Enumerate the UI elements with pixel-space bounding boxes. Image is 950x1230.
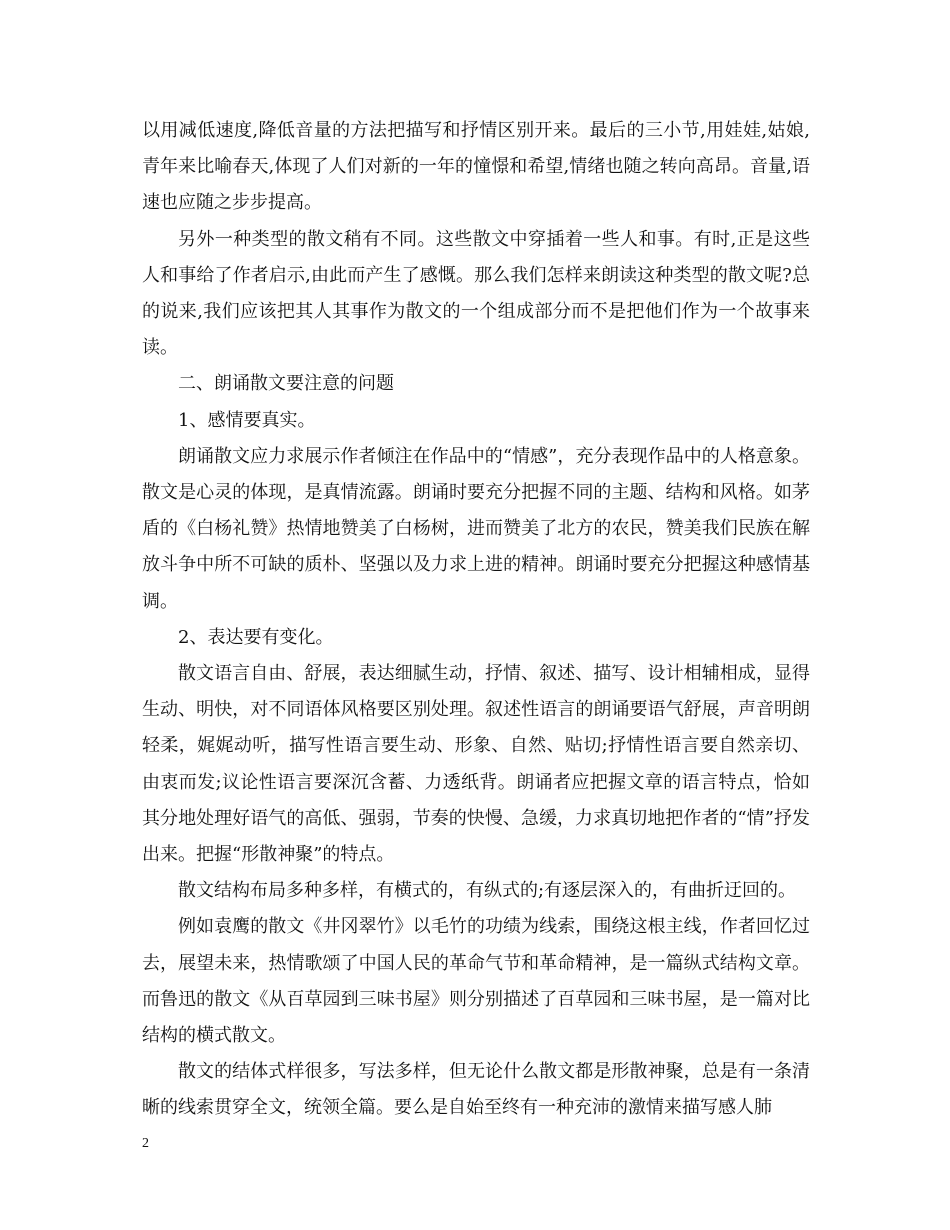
paragraph: 散文语言自由、舒展，表达细腻生动，抒情、叙述、描写、设计相辅相成，显得生动、明快，对不同语体风格要区别处理。叙述性语言的朗诵要语气舒展，声音明朗轻柔，娓娓动听，描写性语言要生动、形象、自然、贴切;抒情性语言要自然亲切、由衷而发;议论性语言要深沉含蓄、力透纸背。朗诵者应把握文章的语言特点，恰如其分地处理好语气的高低、强弱，节奏的快慢、急缓，力求真切地把作者的“情”抒发出来。把握“形散神聚”的特点。 (142, 663, 810, 866)
subsection-heading: 2、表达要有变化。 (178, 626, 334, 648)
page-number: 2 (142, 1136, 149, 1151)
paragraph-continuation: 以用减低速度,降低音量的方法把描写和抒情区别开来。最后的三小节,用娃娃,姑娘,青年来比喻春天,体现了人们对新的一年的憧憬和希望,情绪也随之转向高昂。音量,语速也应随之步步提高。 (142, 120, 810, 214)
body-text (142, 113, 810, 1127)
section-heading: 二、朗诵散文要注意的问题 (178, 373, 394, 395)
paragraph: 另外一种类型的散文稍有不同。这些散文中穿插着一些人和事。有时,正是这些人和事给了作者启示,由此而产生了感慨。那么我们怎样来朗读这种类型的散文呢?总的说来,我们应该把其人其事作为散文的一个组成部分而不是把他们作为一个故事来读。 (142, 228, 810, 359)
paragraph: 散文结构布局多种多样，有横式的，有纵式的;有逐层深入的，有曲折迂回的。 (178, 880, 797, 902)
paragraph: 散文的结体式样很多，写法多样，但无论什么散文都是形散神聚，总是有一条清晰的线索贯穿全文，统领全篇。要么是自始至终有一种充沛的激情来描写感人肺 (142, 1061, 810, 1119)
paragraph: 例如袁鹰的散文《井冈翠竹》以毛竹的功绩为线索，围绕这根主线，作者回忆过去，展望未来，热情歌颂了中国人民的革命气节和革命精神，是一篇纵式结构文章。而鲁迅的散文《从百草园到三味书屋》则分别描述了百草园和三味书屋，是一篇对比结构的横式散文。 (142, 916, 810, 1047)
subsection-heading: 1、感情要真实。 (178, 409, 316, 431)
paragraph: 朗诵散文应力求展示作者倾注在作品中的“情感”，充分表现作品中的人格意象。散文是心灵的体现，是真情流露。朗诵时要充分把握不同的主题、结构和风格。如茅盾的《白杨礼赞》热情地赞美了白杨树，进而赞美了北方的农民，赞美我们民族在解放斗争中所不可缺的质朴、坚强以及力求上进的精神。朗诵时要充分把握这种感情基调。 (142, 445, 810, 612)
